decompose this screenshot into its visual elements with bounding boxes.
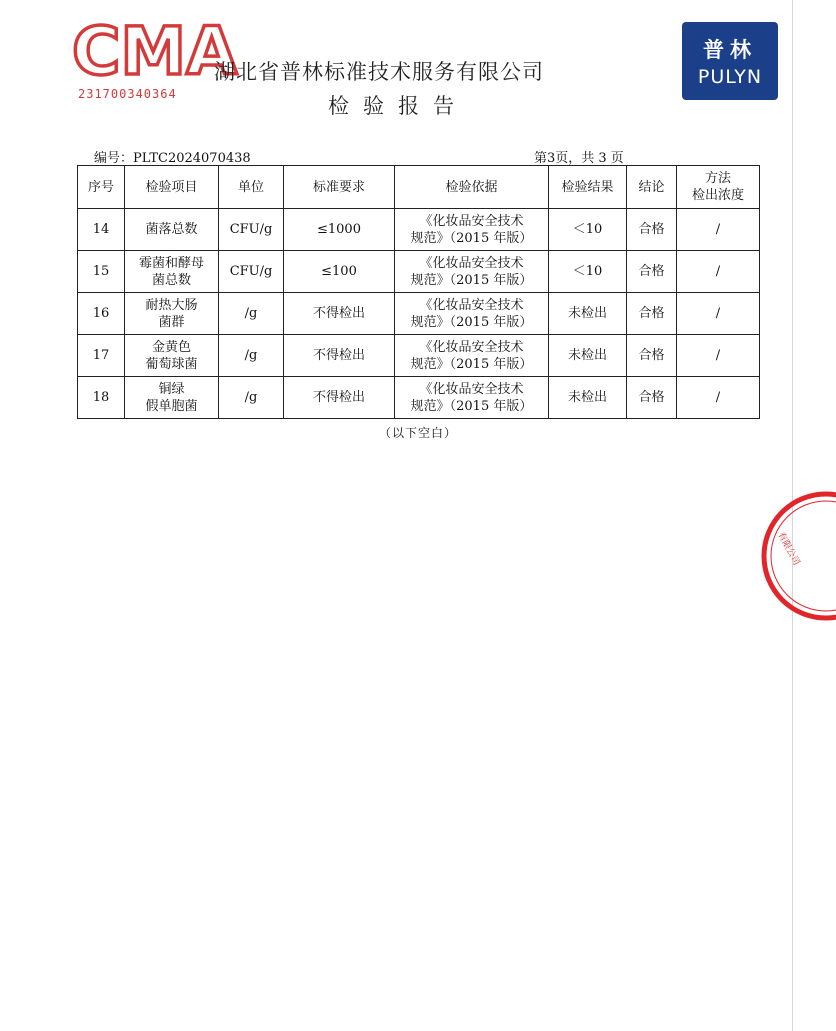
header-method-line1: 方法 — [704, 171, 731, 186]
cell-basis-line1: 《化妆品安全技术 — [419, 339, 524, 355]
cell-basis-line1: 《化妆品安全技术 — [419, 381, 524, 397]
cell-item-line1: 铜绿 — [158, 381, 185, 397]
page-indicator: 第3页，共 3 页 — [534, 151, 624, 166]
cell-conclusion: 合格 — [627, 293, 677, 335]
cell-basis-line2: 规范》（2015 年版） — [410, 356, 533, 372]
cma-logo — [72, 12, 238, 90]
header-method-line2: 检出浓度 — [691, 188, 744, 203]
cell-basis-line1: 《化妆品安全技术 — [419, 297, 524, 313]
cell-item-line2: 菌总数 — [151, 272, 191, 288]
cell-no: 17 — [78, 335, 125, 377]
cell-item — [125, 335, 219, 377]
cell-result: 未检出 — [549, 377, 627, 419]
cell-basis — [395, 251, 549, 293]
cell-item — [125, 377, 219, 419]
cell-basis — [395, 377, 549, 419]
cell-no: 16 — [78, 293, 125, 335]
cell-no: 18 — [78, 377, 125, 419]
cell-result: 未检出 — [549, 293, 627, 335]
cell-item-line2: 假单胞菌 — [145, 398, 198, 414]
cell-standard: ≤100 — [284, 251, 395, 293]
header-result: 检验结果 — [549, 166, 627, 209]
organization-name: 湖北省普林标准技术服务有限公司 — [214, 60, 544, 84]
table-row — [78, 209, 760, 251]
cell-item — [125, 251, 219, 293]
table-row — [78, 377, 760, 419]
cell-standard: 不得检出 — [284, 293, 395, 335]
table-row — [78, 293, 760, 335]
cell-item-line2: 葡萄球菌 — [145, 356, 198, 372]
cell-conclusion: 合格 — [627, 251, 677, 293]
cell-basis — [395, 335, 549, 377]
results-table — [77, 165, 760, 419]
report-title: 检验报告 — [328, 94, 468, 118]
cell-unit: /g — [219, 377, 284, 419]
table-row — [78, 251, 760, 293]
table-row — [78, 335, 760, 377]
header-no: 序号 — [78, 166, 125, 209]
cell-item-line1: 霉菌和酵母 — [138, 255, 204, 271]
cell-method: / — [677, 377, 760, 419]
cell-method: / — [677, 335, 760, 377]
cell-item — [125, 293, 219, 335]
header-unit: 单位 — [219, 166, 284, 209]
header-basis: 检验依据 — [395, 166, 549, 209]
cell-unit: /g — [219, 293, 284, 335]
table-header-row — [78, 166, 760, 209]
cell-result: ＜10 — [549, 209, 627, 251]
cell-result: 未检出 — [549, 335, 627, 377]
cell-method: / — [677, 251, 760, 293]
cell-basis — [395, 293, 549, 335]
cell-item-line2: 菌群 — [158, 314, 185, 330]
cell-basis-line1: 《化妆品安全技术 — [419, 213, 524, 229]
cell-method: / — [677, 293, 760, 335]
cell-item-line1: 菌落总数 — [145, 222, 198, 237]
cell-item-line1: 耐热大肠 — [145, 297, 198, 313]
cell-basis-line1: 《化妆品安全技术 — [419, 255, 524, 271]
cell-conclusion: 合格 — [627, 377, 677, 419]
cell-conclusion: 合格 — [627, 209, 677, 251]
header-method — [677, 166, 760, 209]
cell-item-line1: 金黄色 — [151, 339, 191, 355]
company-seal — [760, 490, 800, 622]
cell-no: 14 — [78, 209, 125, 251]
cell-method: / — [677, 209, 760, 251]
pulyn-logo-en: PULYN — [697, 66, 763, 88]
cell-no: 15 — [78, 251, 125, 293]
pulyn-logo-cn: 普林 — [703, 38, 757, 62]
cell-basis — [395, 209, 549, 251]
cell-unit: CFU/g — [219, 209, 284, 251]
cell-basis-line2: 规范》（2015 年版） — [410, 272, 533, 288]
header-standard: 标准要求 — [284, 166, 395, 209]
seal-text: 有限公司 — [775, 530, 802, 568]
header-item: 检验项目 — [125, 166, 219, 209]
cell-item — [125, 209, 219, 251]
cell-unit: /g — [219, 335, 284, 377]
header-conclusion: 结论 — [627, 166, 677, 209]
report-number: 编号：PLTC2024070438 — [94, 151, 251, 166]
cell-standard: ≤1000 — [284, 209, 395, 251]
cell-conclusion: 合格 — [627, 335, 677, 377]
cell-unit: CFU/g — [219, 251, 284, 293]
cell-standard: 不得检出 — [284, 377, 395, 419]
blank-below-note: （以下空白） — [378, 426, 457, 440]
cma-code: 231700340364 — [78, 87, 177, 101]
cell-basis-line2: 规范》（2015 年版） — [410, 314, 533, 330]
cell-result: ＜10 — [549, 251, 627, 293]
cma-logo-text: CMA — [72, 13, 238, 90]
pulyn-logo — [682, 22, 778, 100]
cell-basis-line2: 规范》（2015 年版） — [410, 230, 533, 246]
cell-standard: 不得检出 — [284, 335, 395, 377]
cell-basis-line2: 规范》（2015 年版） — [410, 398, 533, 414]
